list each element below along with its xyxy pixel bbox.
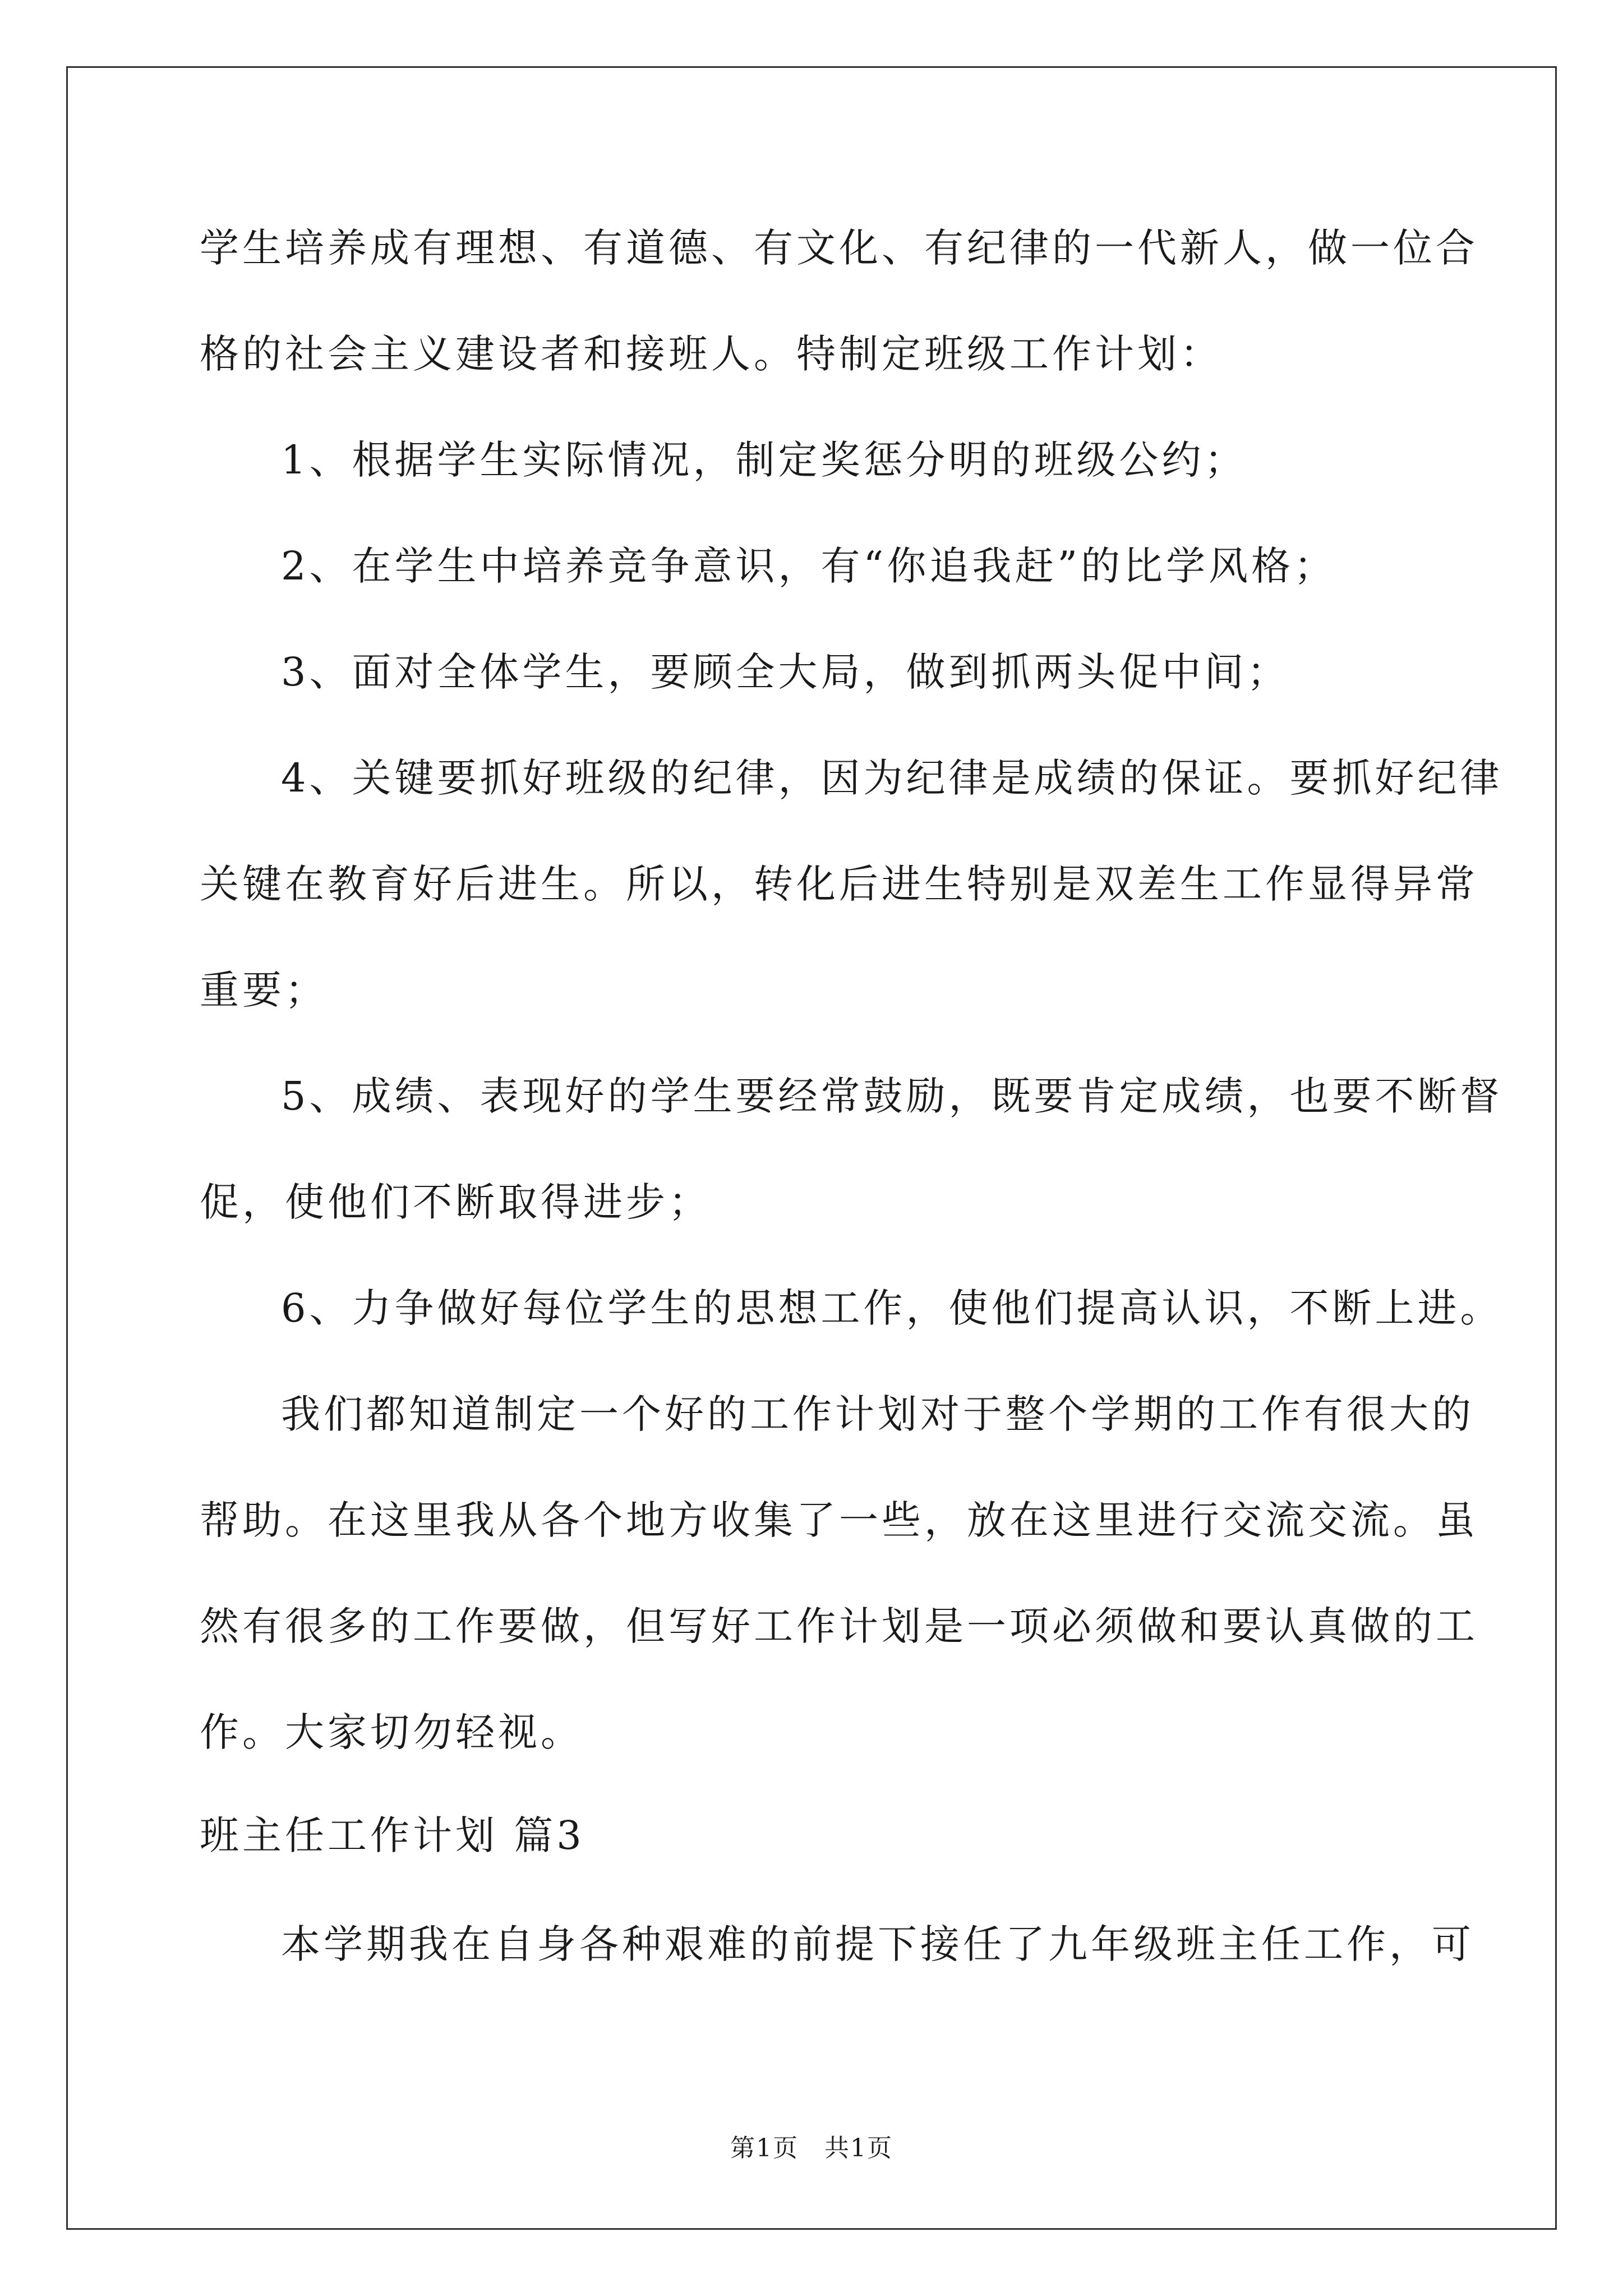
- list-item: 4、关键要抓好班级的纪律，因为纪律是成绩的保证。要抓好纪律: [281, 755, 1503, 801]
- text-line: 帮助。在这里我从各个地方收集了一些，放在这里进行交流交流。虽: [200, 1497, 1478, 1543]
- text-line: 作。大家切勿轻视。: [200, 1709, 583, 1755]
- list-item: 3、面对全体学生，要顾全大局，做到抓两头促中间；: [281, 649, 1290, 695]
- text-line: 促，使他们不断取得进步；: [200, 1179, 711, 1225]
- paragraph-line: 我们都知道制定一个好的工作计划对于整个学期的工作有很大的: [281, 1391, 1474, 1437]
- text-line: 格的社会主义建设者和接班人。特制定班级工作计划：: [200, 331, 1223, 377]
- list-item: 6、力争做好每位学生的思想工作，使他们提高认识，不断上进。: [281, 1285, 1503, 1331]
- text-line: 然有很多的工作要做，但写好工作计划是一项必须做和要认真做的工: [200, 1603, 1478, 1649]
- paragraph-line: 本学期我在自身各种艰难的前提下接任了九年级班主任工作，可: [281, 1921, 1474, 1967]
- list-item: 5、成绩、表现好的学生要经常鼓励，既要肯定成绩，也要不断督: [281, 1073, 1503, 1119]
- text-line: 学生培养成有理想、有道德、有文化、有纪律的一代新人，做一位合: [200, 225, 1478, 271]
- section-heading: 班主任工作计划 篇3: [200, 1812, 585, 1858]
- page-border: [66, 66, 1557, 2230]
- list-item: 1、根据学生实际情况，制定奖惩分明的班级公约；: [281, 437, 1247, 483]
- page-footer: 第1页 共1页: [730, 2134, 893, 2162]
- list-item: 2、在学生中培养竞争意识，有“你追我赶”的比学风格；: [281, 543, 1337, 589]
- text-line: 关键在教育好后进生。所以，转化后进生特别是双差生工作显得异常: [200, 861, 1478, 907]
- text-line: 重要；: [200, 967, 328, 1013]
